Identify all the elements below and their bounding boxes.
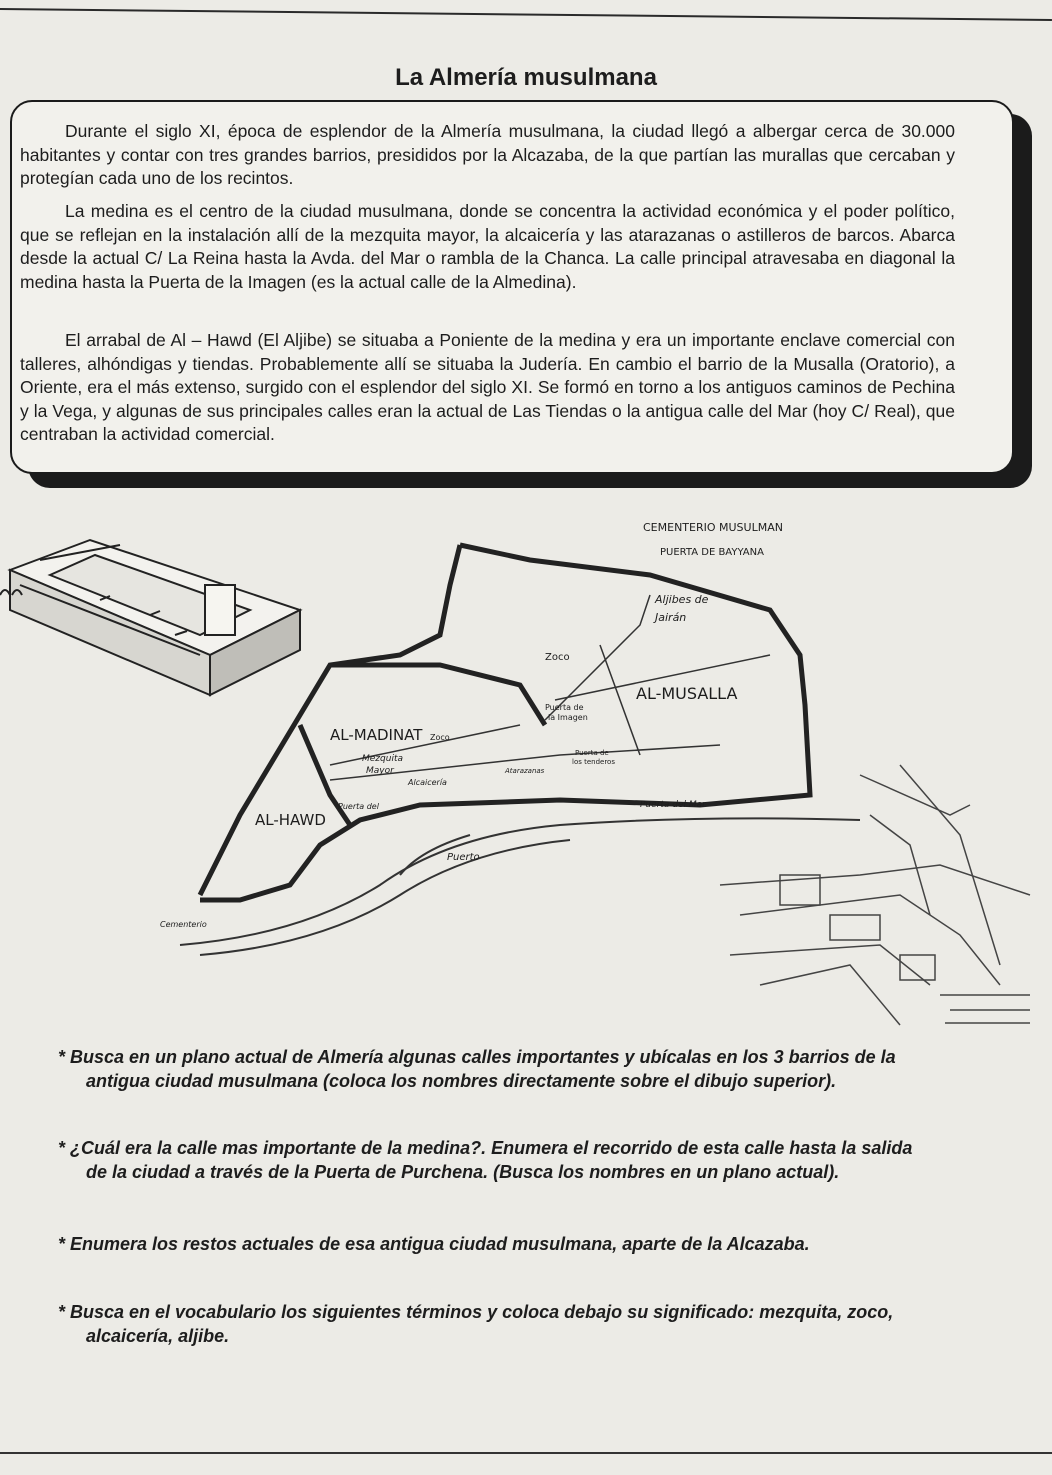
question-1-line-2: antigua ciudad musulmana (coloca los nombres directamente sobre el dibujo superior). <box>86 1071 837 1091</box>
label-puerta-imagen-1: Puerta de <box>545 703 584 712</box>
label-aljibes-1: Aljibes de <box>655 593 709 606</box>
label-cementerio: Cementerio <box>160 920 207 929</box>
label-aljibes-2: Jairán <box>655 611 687 624</box>
label-al-madinat: AL-MADINAT <box>330 726 423 744</box>
bottom-rule <box>0 1452 1052 1454</box>
city-walls <box>200 545 810 900</box>
question-3-line-1: * Enumera los restos actuales de esa antigua ciudad musulmana, aparte de la Alcazaba. <box>58 1234 810 1254</box>
page-title: La Almería musulmana <box>395 64 657 91</box>
label-puerta-tenderos-2: los tenderos <box>572 758 615 766</box>
intro-paragraph-2: La medina es el centro de la ciudad musulmana, donde se concentra la actividad económica y el poder político, que se reflejan en la instalación allí de la mezquita mayor, la alcaicería y las atarazanas o astilleros de barcos. Abarca desde la actual C/ La Reina hasta la Avda. del Mar o rambla de la Chanca. La calle principal atravesaba en diagonal la medina hasta la Puerta de la Imagen (es la actual calle de la Almedina). <box>20 201 955 292</box>
question-3 <box>58 1232 1043 1256</box>
question-1 <box>58 1045 1043 1093</box>
question-4-line-1: * Busca en el vocabulario los siguientes términos y coloca debajo su significado: mezquita, zoco, <box>58 1302 894 1322</box>
label-mezquita-2: Mayor <box>366 766 394 776</box>
label-puerta-tenderos-1: Puerta de <box>575 749 609 757</box>
question-4-line-2: alcaicería, aljibe. <box>86 1326 230 1346</box>
label-puerta-del: Puerta del <box>338 802 379 811</box>
alcazaba-illustration <box>0 540 300 695</box>
historic-map <box>0 515 1052 1035</box>
label-zoco-1: Zoco <box>545 652 570 663</box>
question-2 <box>58 1136 1043 1184</box>
intro-paragraph-1: Durante el siglo XI, época de esplendor de la Almería musulmana, la ciudad llegó a albergar cerca de 30.000 habitantes y contar con tres grandes barrios, presididos por la Alcazaba, de la que partían las murallas que cercaban y protegían cada uno de los recintos. <box>20 121 955 189</box>
question-2-line-1: * ¿Cuál era la calle mas importante de la medina?. Enumera el recorrido de esta calle hasta la salida <box>58 1138 913 1158</box>
label-puerta-mar: Puerta del Mar <box>640 800 706 810</box>
label-mezquita-1: Mezquita <box>362 754 403 764</box>
label-puerto: Puerto <box>447 852 480 863</box>
question-2-line-2: de la ciudad a través de la Puerta de Purchena. (Busca los nombres en un plano actual). <box>86 1162 840 1182</box>
label-atarazanas: Atarazanas <box>505 767 545 775</box>
label-puerta-bayyana: PUERTA DE BAYYANA <box>660 547 764 558</box>
top-rule <box>0 8 1052 21</box>
intro-paragraph-3: El arrabal de Al – Hawd (El Aljibe) se situaba a Poniente de la medina y era un importante enclave comercial con talleres, alhóndigas y tiendas. Probablemente allí se situaba la Judería. En cambio el barrio de la Musalla (Oratorio), a Oriente, era el más extenso, surgido con el esplendor del siglo XI. Se formó en torno a los antiguos caminos de Pechina y la Vega, y algunas de sus principales calles eran la actual de Las Tiendas o la antigua calle del Mar (hoy C/ Real), que centraban la actividad comercial. <box>20 330 955 445</box>
label-alcaiceria: Alcaicería <box>408 778 447 787</box>
label-zoco-2: Zoco <box>430 733 450 742</box>
question-4 <box>58 1300 1043 1348</box>
label-al-musalla: AL-MUSALLA <box>636 684 738 703</box>
label-cementerio-musulman: CEMENTERIO MUSULMAN <box>643 521 783 534</box>
modern-map-sketch <box>720 765 1030 1025</box>
label-puerta-imagen-2: la Imagen <box>548 713 588 722</box>
label-al-hawd: AL-HAWD <box>255 811 326 829</box>
question-1-line-1: * Busca en un plano actual de Almería algunas calles importantes y ubícalas en los 3 barrios de la <box>58 1047 896 1067</box>
